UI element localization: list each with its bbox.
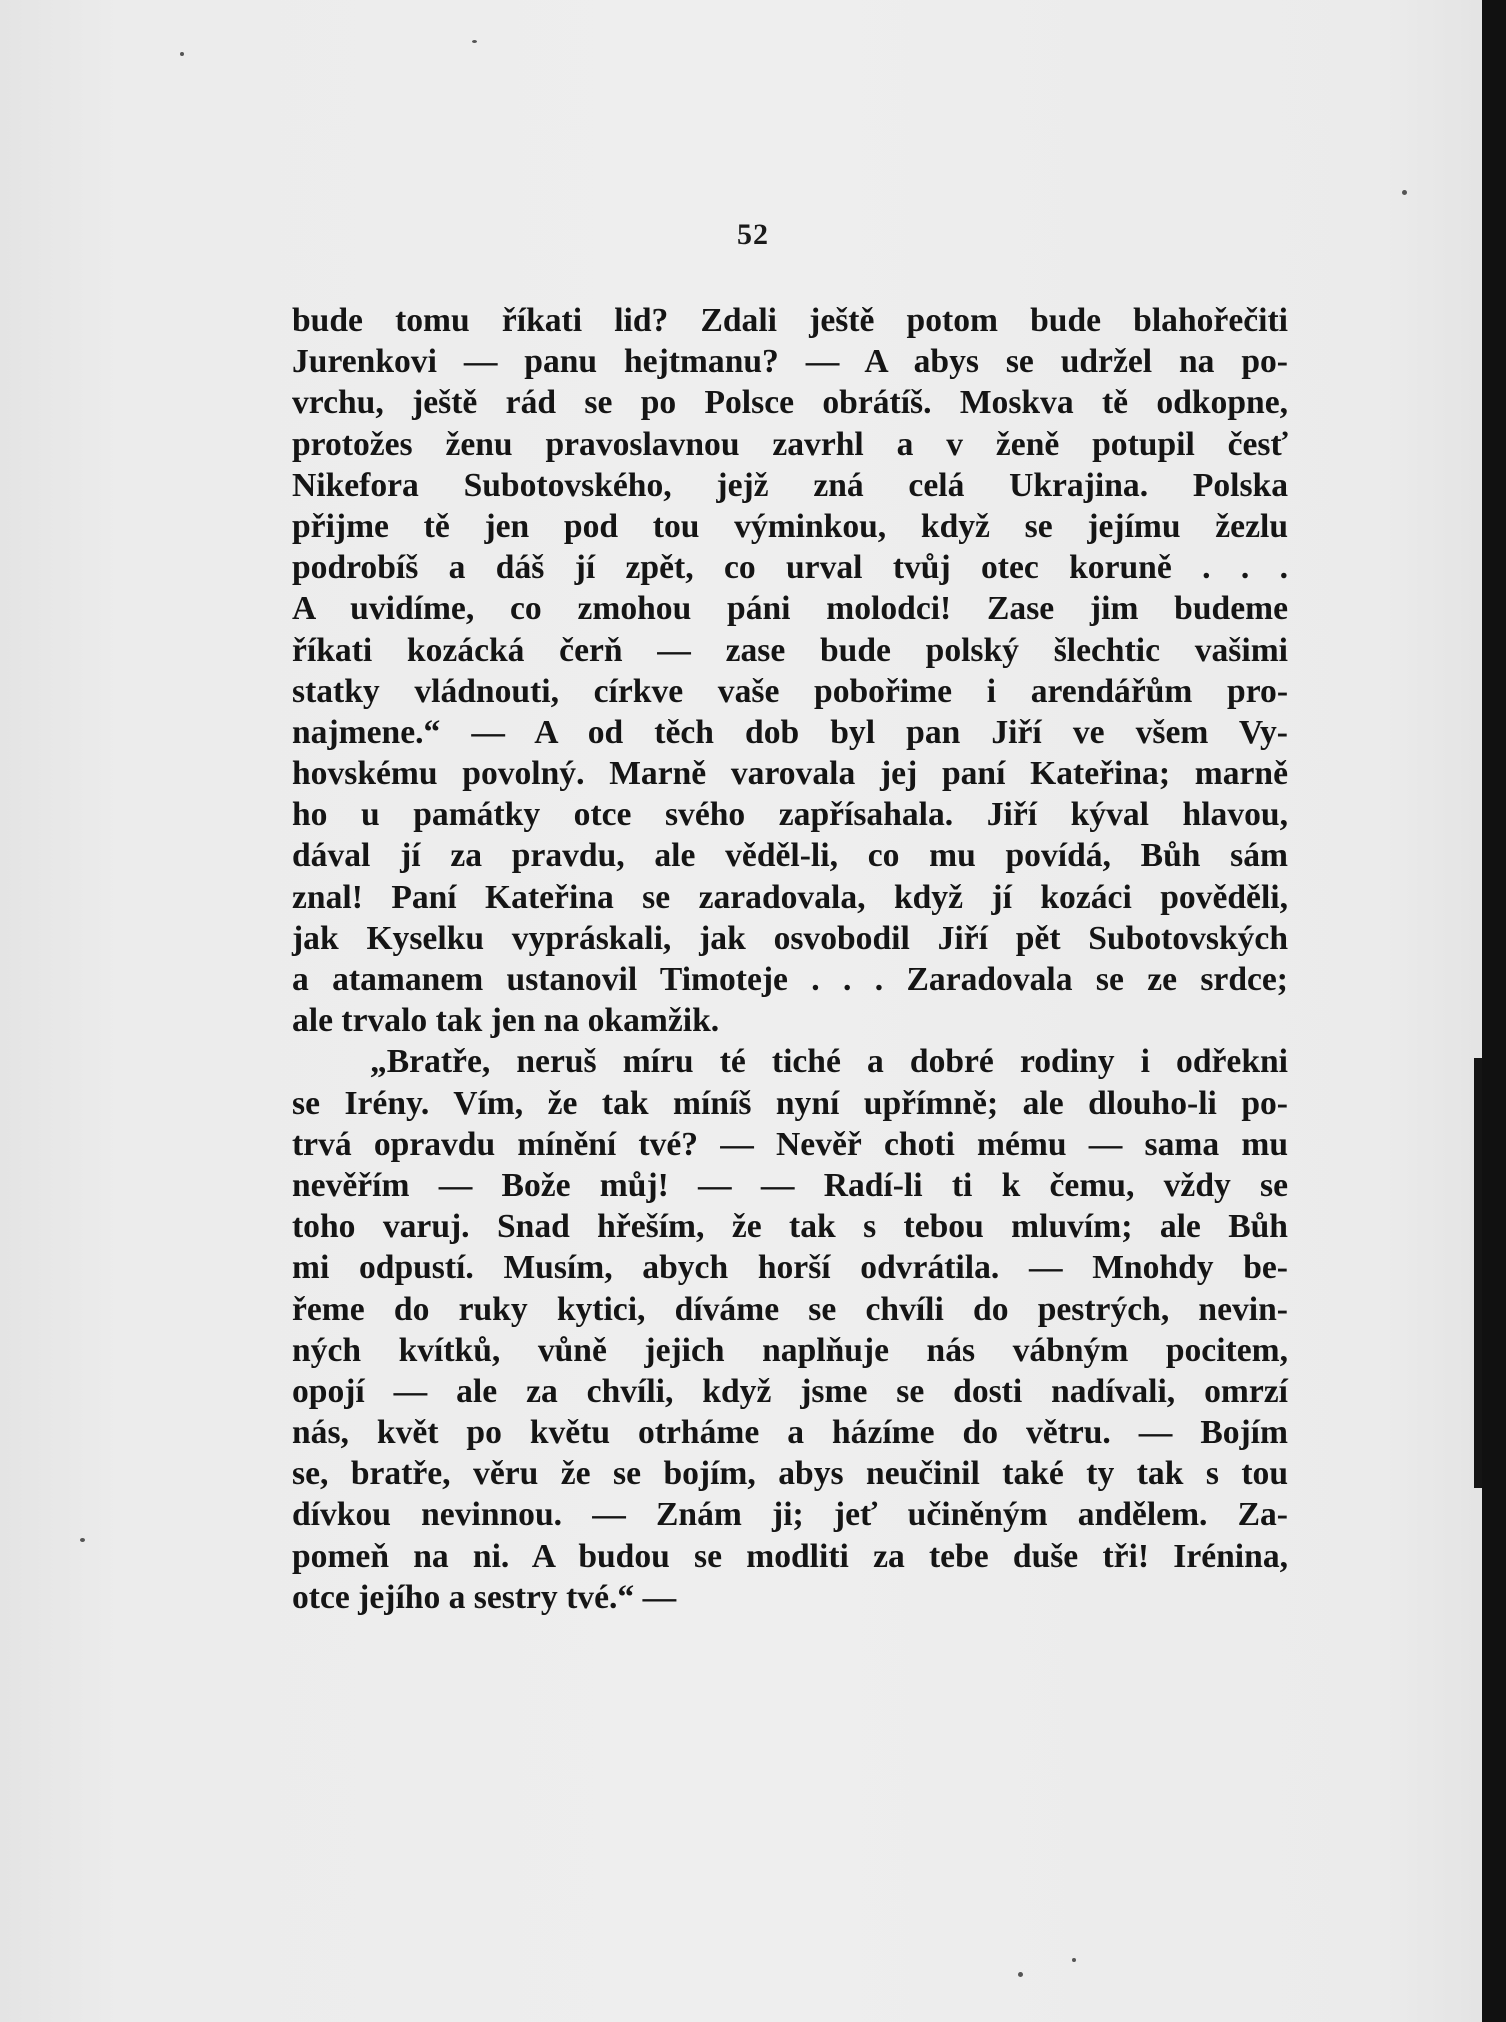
text-line: a atamanem ustanovil Timoteje . . . Zaradovala se ze srdce;	[292, 961, 1288, 998]
text-line: dával jí za pravdu, ale věděl-li, co mu povídá, Bůh sám	[292, 837, 1288, 875]
paper-speck	[80, 1538, 85, 1542]
text-line: nevěřím — Bože můj! — — Radí-li ti k čemu, vždy se	[292, 1166, 1288, 1204]
paper-speck	[1018, 1972, 1023, 1977]
paragraph-end-line: otce jejího a sestry tvé.“ —	[292, 1578, 677, 1616]
text-line: protožes ženu pravoslavnou zavrhl a v ženě potupil česť	[292, 425, 1288, 463]
text-line: jak Kyselku vypráskali, jak osvobodil Jiří pět Subotovských	[292, 919, 1288, 957]
text-line: Jurenkovi — panu hejtmanu? — A abys se udržel na po-	[292, 343, 1288, 381]
text-line: říkati kozácká čerň — zase bude polský šlechtic vašimi	[292, 631, 1288, 669]
page-edge-shadow	[1482, 0, 1506, 2022]
text-line: se Irény. Vím, že tak míníš nyní upřímně; ale dlouho-li po-	[292, 1084, 1288, 1122]
paragraph-start-line: „Bratře, neruš míru té tiché a dobré rodiny i odřekni	[370, 1043, 1288, 1081]
text-line: znal! Paní Kateřina se zaradovala, když jí kozáci pověděli,	[292, 878, 1288, 916]
text-line: mi odpustí. Musím, abych horší odvrátila. — Mnohdy be-	[292, 1249, 1288, 1287]
text-line: přijme tě jen pod tou výminkou, když se jejímu žezlu	[292, 507, 1288, 545]
text-line: bude tomu říkati lid? Zdali ještě potom bude blahořečiti	[292, 302, 1288, 339]
paper-speck	[472, 40, 477, 43]
text-line: řeme do ruky kytici, díváme se chvíli do pestrých, nevin-	[292, 1290, 1288, 1328]
text-line: pomeň na ni. A budou se modliti za tebe duše tři! Irénina,	[292, 1537, 1288, 1575]
text-line: nás, květ po květu otrháme a házíme do větru. — Bojím	[292, 1414, 1288, 1452]
paragraph-end-line: ale trvalo tak jen na okamžik.	[292, 1002, 720, 1040]
text-line: Nikefora Subotovského, jejž zná celá Ukrajina. Polska	[292, 466, 1288, 504]
body-text	[292, 300, 1288, 1618]
binding-mark	[1474, 1058, 1482, 1488]
text-line: se, bratře, věru že se bojím, abys neučinil také ty tak s tou	[292, 1455, 1288, 1493]
text-line: ných kvítků, vůně jejich naplňuje nás vábným pocitem,	[292, 1331, 1288, 1369]
text-line: ho u památky otce svého zapřísahala. Jiří kýval hlavou,	[292, 796, 1288, 834]
text-line: dívkou nevinnou. — Znám ji; jeť učiněným andělem. Za-	[292, 1496, 1288, 1534]
text-line: opojí — ale za chvíli, když jsme se dosti nadívali, omrzí	[292, 1372, 1288, 1410]
text-line: toho varuj. Snad hřeším, že tak s tebou mluvím; ale Bůh	[292, 1208, 1288, 1246]
text-line: najmene.“ — A od těch dob byl pan Jiří ve všem Vy-	[292, 713, 1288, 751]
paper-speck	[180, 52, 184, 56]
text-line: hovskému povolný. Marně varovala jej paní Kateřina; marně	[292, 755, 1288, 793]
paper-speck	[1072, 1958, 1076, 1962]
text-line: vrchu, ještě rád se po Polsce obrátíš. Moskva tě odkopne,	[292, 384, 1288, 422]
page-number: 52	[737, 218, 769, 251]
text-line: statky vládnouti, církve vaše pobořime i arendářům pro-	[292, 672, 1288, 710]
paper-speck	[1402, 190, 1407, 195]
text-line: trvá opravdu mínění tvé? — Nevěř choti mému — sama mu	[292, 1125, 1288, 1163]
text-line: A uvidíme, co zmohou páni molodci! Zase jim budeme	[292, 590, 1288, 628]
text-line: podrobíš a dáš jí zpět, co urval tvůj otec koruně . . .	[292, 549, 1288, 587]
